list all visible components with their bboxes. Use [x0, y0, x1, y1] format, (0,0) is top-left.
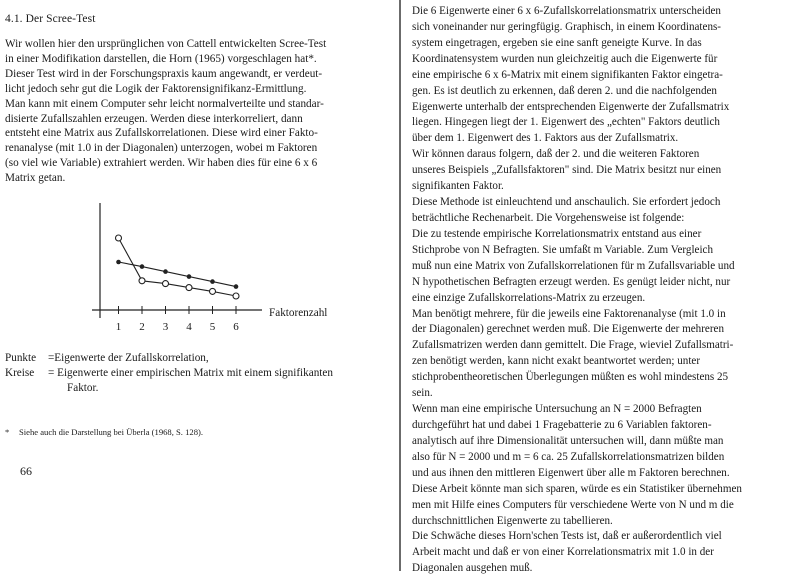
- random-eigenvalue-point: [163, 269, 168, 274]
- footnote: [5, 427, 203, 437]
- text-line: beträchtliche Rechenarbeit. Die Vorgehensweise ist folgende:: [412, 211, 685, 224]
- paragraph-line: disierte Zufallszahlen erzeugen. Werden diese interkorreliert, dann: [5, 112, 303, 125]
- random-eigenvalue-line: [119, 262, 237, 287]
- random-eigenvalue-point: [187, 274, 192, 279]
- paragraph-line: licht jedoch sehr gut die Logik der Faktorensignifikanz-Ermittlung.: [5, 82, 307, 95]
- empirical-eigenvalue-line: [119, 238, 237, 296]
- text-line: Stichprobe von N Befragten. Sie umfaßt m Variable. Zum Vergleich: [412, 243, 714, 256]
- paragraph-line: renanalyse (mit 1.0 in der Diagonalen) unterzogen, wobei m Faktoren: [5, 142, 318, 155]
- text-line: und aus ihnen den mittleren Eigenwert über alle m Faktoren berechnen.: [412, 466, 730, 479]
- text-line: Koordinatensystem wurden nun gleichzeitig auch die Eigenwerte für: [412, 52, 718, 65]
- section-heading: 4.1. Der Scree-Test: [5, 13, 96, 25]
- text-line: signifikanten Faktor.: [412, 180, 504, 193]
- figure-caption: [5, 351, 395, 396]
- x-tick-label: 5: [209, 321, 216, 333]
- text-line: system eingetragen, ergeben sie eine sanft geneigte Kurve. In das: [412, 36, 702, 49]
- paragraph-line: (so viel wie Variable) extrahiert werden. Wir haben dies für eine 6 x 6: [5, 157, 318, 170]
- text-line: gen. Es ist deutlich zu erkennen, daß deren 2. und die nachfolgenden: [412, 84, 717, 97]
- x-axis-label: Faktorenzahl: [269, 307, 328, 319]
- right-page-text: [412, 4, 797, 577]
- random-eigenvalue-point: [140, 264, 145, 269]
- text-line: eine empirische 6 x 6-Matrix mit einem signifikanten Faktor eingetra-: [412, 68, 723, 81]
- left-page: [0, 0, 400, 571]
- right-page: [400, 0, 801, 575]
- text-line: Diagonalen ausgehen muß.: [412, 562, 533, 575]
- empirical-eigenvalue-point: [186, 285, 192, 291]
- text-line: N hypothetischen Befragten erzeugt werden. Es genügt leider nicht, nur: [412, 275, 731, 288]
- text-line: stichprobentheoretischen Überlegungen müßten es wohl mindestens 25: [412, 371, 729, 384]
- text-line: sich voneinander nur geringfügig. Graphisch, in einem Koordinatens-: [412, 20, 721, 33]
- text-line: Zufallsmatrizen werden dann gemittelt. Die Frage, wieviel Zufallsmatri-: [412, 339, 734, 352]
- text-line: Die zu testende empirische Korrelationsmatrix entstand aus einer: [412, 227, 702, 240]
- paragraph-line: Wir wollen hier den ursprünglichen von Cattell entwickelten Scree-Test: [5, 38, 327, 50]
- text-line: Die 6 Eigenwerte einer 6 x 6-Zufallskorrelationsmatrix unterscheiden: [412, 5, 721, 17]
- paragraph-line: Dieser Test wird in der Forschungspraxis kaum angewandt, er verdeut-: [5, 67, 323, 80]
- empirical-eigenvalue-point: [210, 288, 216, 294]
- text-line: Wenn man eine empirische Untersuchung an N = 2000 Befragten: [412, 403, 702, 416]
- footnote-text: Siehe auch die Darstellung bei Überla (1968, S. 128).: [19, 427, 204, 437]
- text-line: Die Schwäche dieses Horn'schen Tests ist, daß er außerordentlich viel: [412, 530, 722, 543]
- text-line: also für N = 2000 und m = 6 ca. 25 Zufallskorrelationsmatrizen bilden: [412, 450, 725, 463]
- paragraph-line: entsteht eine Matrix aus Zufallskorrelationen. Diese wird einer Fakto-: [5, 127, 318, 140]
- page-number: 66: [20, 464, 32, 478]
- x-tick-label: 4: [186, 321, 192, 333]
- text-line: zen benötigt werden, kann nicht exakt beantwortet werden; unter: [412, 355, 701, 368]
- caption-row-circles: [5, 366, 395, 381]
- text-line: durchschnittlichen Eigenwerte zu tabellieren.: [412, 514, 613, 527]
- text-line: muß nun eine Matrix von Zufallskorrelationen für m Zufallsvariable und: [412, 259, 735, 272]
- text-line: Arbeit macht und daß er von einer Korrelationsmatrix mit 1.0 in der: [412, 546, 714, 559]
- text-line: durchgeführt hat und dabei 1 Fragebatterie zu 6 Variablen faktoren-: [412, 418, 712, 431]
- caption-text-points: =Eigenwerte der Zufallskorrelation,: [48, 352, 209, 364]
- random-eigenvalue-point: [210, 279, 215, 284]
- x-tick-label: 1: [115, 321, 122, 333]
- text-line: unseres Beispiels „Zufallsfaktoren" sind. Die Matrix besitzt nur einen: [412, 164, 722, 177]
- paragraph-line: in einer Modifikation darstellen, die Horn (1965) vorgeschlagen hat*.: [5, 52, 317, 65]
- text-line: Diese Arbeit könnte man sich sparen, würde es ein Statistiker übernehmen: [412, 482, 742, 495]
- caption-term-circles: Kreise: [5, 367, 35, 379]
- random-eigenvalue-point: [116, 260, 121, 265]
- text-line: Eigenwerte unterhalb der entsprechenden Eigenwerte der Zufallsmatrix: [412, 100, 730, 113]
- footnote-marker: *: [5, 427, 10, 437]
- caption-term-points: Punkte: [5, 352, 37, 364]
- empirical-eigenvalue-point: [163, 281, 169, 287]
- x-tick-label: 2: [139, 321, 145, 333]
- random-eigenvalue-point: [234, 284, 239, 289]
- text-line: Wir können daraus folgern, daß der 2. und die weiteren Faktoren: [412, 148, 700, 161]
- text-line: der Diagonalen) gerechnet werden muß. Die Eigenwerte der mehreren: [412, 323, 725, 336]
- caption-text-circles: = Eigenwerte einer empirischen Matrix mit einem signifikanten: [48, 367, 333, 379]
- text-line: liegen. Hingegen liegt der 1. Eigenwert des „echten" Faktors deutlich: [412, 116, 720, 129]
- text-line: men mit Hilfe eines Computers für verschiedene Werte von N und m die: [412, 498, 734, 511]
- caption-row-points: [5, 351, 395, 366]
- text-line: Diese Methode ist einleuchtend und anschaulich. Sie erfordert jedoch: [412, 196, 721, 209]
- text-line: analytisch auf ihre Dimensionalität untersuchen will, dann müßte man: [412, 434, 724, 447]
- empirical-eigenvalue-point: [139, 278, 145, 284]
- paragraph-line: Matrix getan.: [5, 172, 66, 185]
- x-tick-label: 3: [162, 321, 169, 333]
- caption-continuation: Faktor.: [67, 382, 99, 394]
- empirical-eigenvalue-point: [116, 235, 122, 241]
- text-line: sein.: [412, 387, 433, 400]
- intro-paragraph: [5, 37, 392, 186]
- empirical-eigenvalue-point: [233, 293, 239, 299]
- scree-plot: [0, 195, 400, 345]
- text-line: über dem 1. Eigenwert des 1. Faktors aus der Zufallsmatrix.: [412, 132, 679, 145]
- x-tick-label: 6: [233, 321, 239, 333]
- text-line: Man benötigt mehrere, für die jeweils eine Faktorenanalyse (mit 1.0 in: [412, 307, 726, 320]
- paragraph-line: Man kann mit einem Computer sehr leicht normalverteilte und standar-: [5, 97, 324, 110]
- text-line: eine einzige Zufallskorrelations-Matrix zu erzeugen.: [412, 291, 646, 304]
